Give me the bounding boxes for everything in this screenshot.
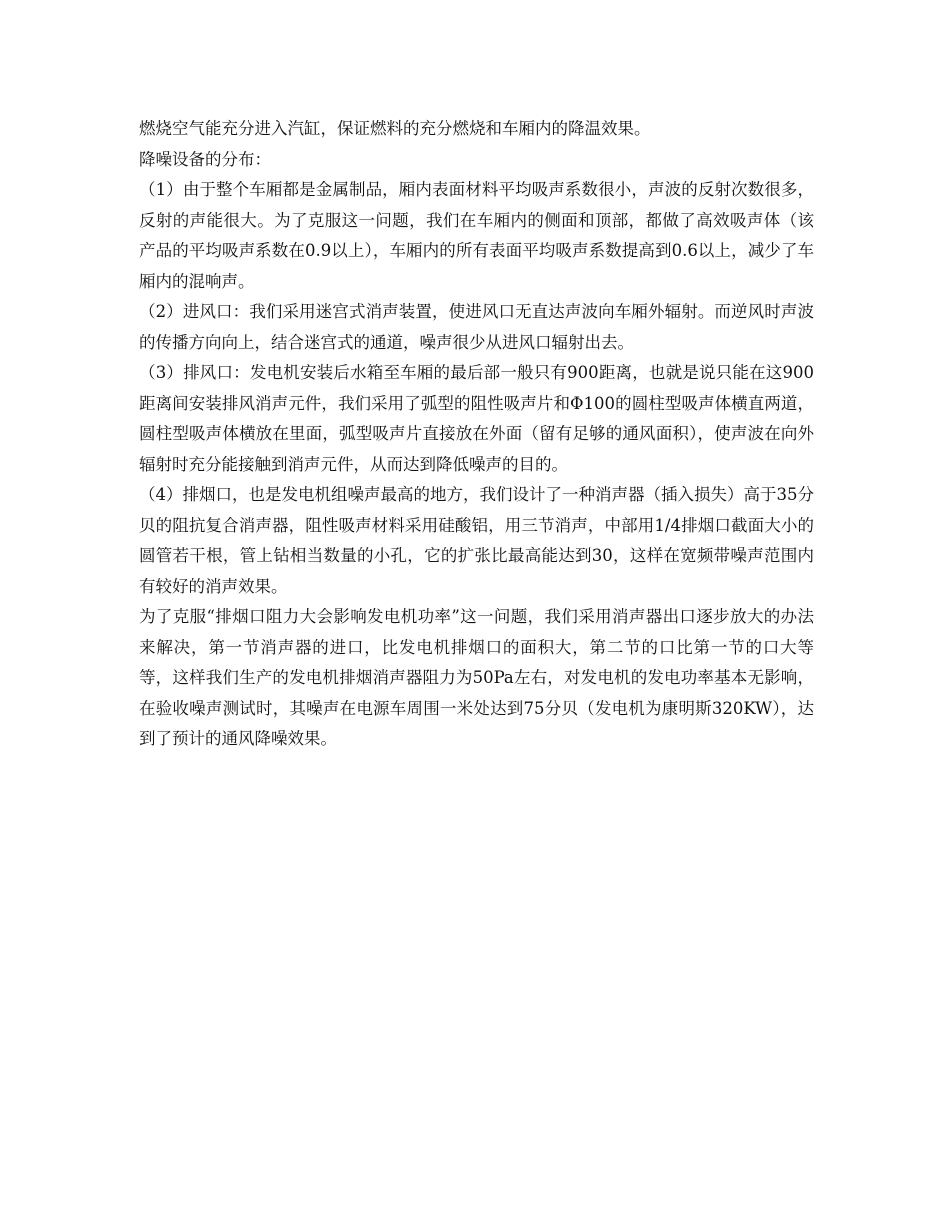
- paragraph-section-heading: 降噪设备的分布：: [139, 149, 271, 169]
- paragraph-item-4: （4）排烟口，也是发电机组噪声最高的地方，我们设计了一种消声器（插入损失）高于35分贝的阻抗复合消声器，阻性吸声材料采用硅酸铝，用三节消声，中部用1/4排烟口截面大小的圆管若干根，管上钻相当数量的小孔，它的扩张比最高能达到30，这样在宽频带噪声范围内有较好的消声效果。: [139, 485, 814, 596]
- paragraph-item-1: （1）由于整个车厢都是金属制品，厢内表面材料平均吸声系数很小，声波的反射次数很多，反射的声能很大。为了克服这一问题，我们在车厢内的侧面和顶部，都做了高效吸声体（该产品的平均吸声系数在0.9以上），车厢内的所有表面平均吸声系数提高到0.6以上，减少了车厢内的混响声。: [139, 180, 814, 291]
- paragraph-item-2: （2）进风口：我们采用迷宫式消声装置，使进风口无直达声波向车厢外辐射。而逆风时声波的传播方向向上，结合迷宫式的通道，噪声很少从进风口辐射出去。: [139, 302, 814, 352]
- document-body: [139, 114, 814, 755]
- paragraph-conclusion: 为了克服“排烟口阻力大会影响发电机功率”这一问题，我们采用消声器出口逐步放大的办法来解决，第一节消声器的进口，比发电机排烟口的面积大，第二节的口比第一节的口大等等，这样我们生产的发电机排烟消声器阻力为50Pa左右，对发电机的发电功率基本无影响，在验收噪声测试时，其噪声在电源车周围一米处达到75分贝（发电机为康明斯320KW），达到了预计的通风降噪效果。: [139, 607, 814, 748]
- paragraph-intake-air: 燃烧空气能充分进入汽缸，保证燃料的充分燃烧和车厢内的降温效果。: [139, 119, 651, 138]
- paragraph-item-3: （3）排风口：发电机安装后水箱至车厢的最后部一般只有900距离，也就是说只能在这900距离间安装排风消声元件，我们采用了弧型的阻性吸声片和Φ100的圆柱型吸声体横直两道，圆柱型吸声体横放在里面，弧型吸声片直接放在外面（留有足够的通风面积），使声波在向外辐射时充分能接触到消声元件，从而达到降低噪声的目的。: [139, 363, 814, 474]
